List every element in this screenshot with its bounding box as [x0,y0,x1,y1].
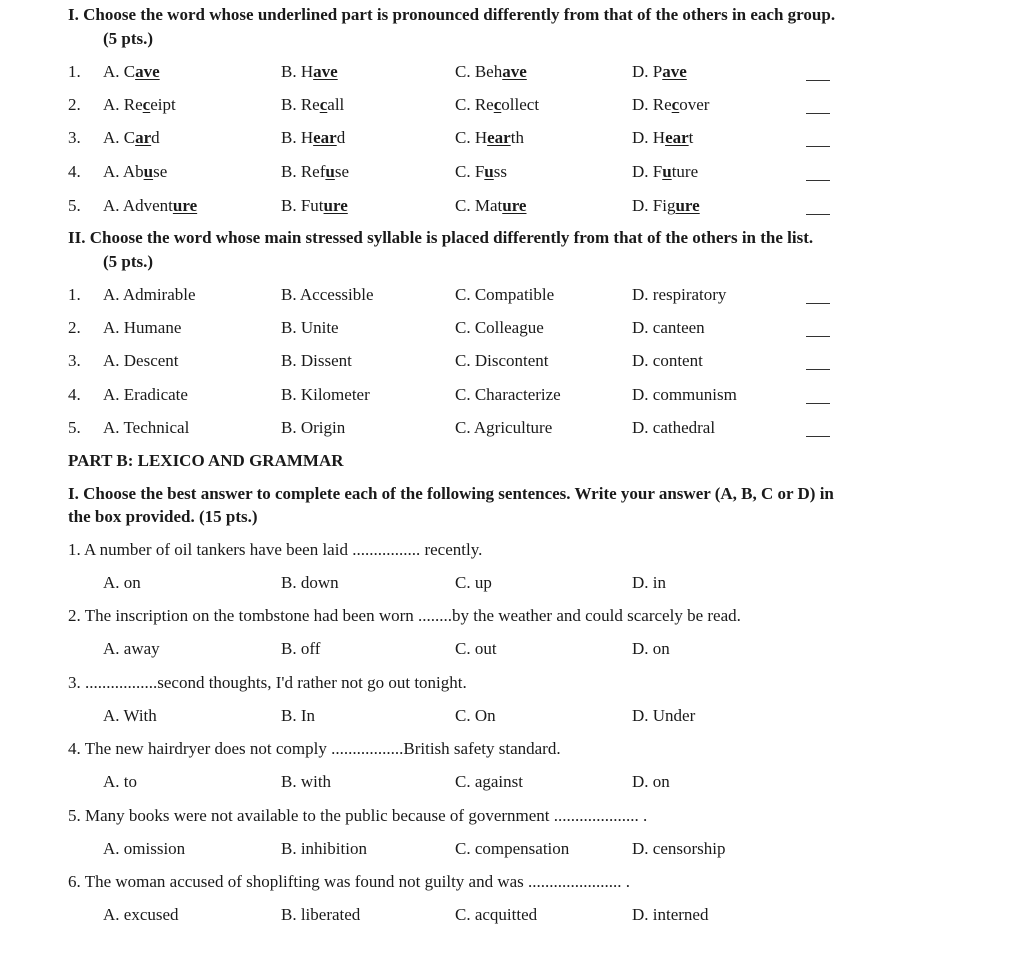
option-b: B. Kilometer [281,385,370,404]
word-part: ollect [501,95,540,114]
option-d [632,95,709,115]
option-c [455,128,524,148]
word-part: A. C [103,128,136,147]
word-part: D. H [632,128,666,147]
option-d [632,162,698,182]
word-part: C. F [455,162,485,181]
question-text: 3. .................second thoughts, I'd rather not go out tonight. [68,673,467,692]
word-part: A. Re [103,95,143,114]
word-part: all [327,95,345,114]
option-d[interactable]: D. censorship [632,839,726,858]
option-c [455,196,526,216]
question-text: 6. The woman accused of shoplifting was found not guilty and was ...................... . [68,872,631,891]
underlined-part: ave [313,62,338,81]
part-b-section-1-title: I. Choose the best answer to complete each of the following sentences. Write your answer (A, B, C or D) in [68,484,834,503]
option-d[interactable]: D. Under [632,706,696,725]
section-1-title: I. Choose the word whose underlined part is pronounced differently from that of the others in each group. [68,5,836,24]
word-part: B. Re [281,95,320,114]
word-part: D. F [632,162,663,181]
answer-blank[interactable] [806,368,830,370]
word-part: B. H [281,128,314,147]
option-a [103,95,176,115]
underlined-part: ar [135,128,152,147]
question-number: 1. [68,285,81,304]
answer-blank[interactable] [806,112,830,114]
option-a [103,128,160,148]
word-part: t [688,128,694,147]
option-a [103,196,197,216]
word-part: d [151,128,160,147]
question-number: 5. [68,418,81,437]
option-a: A. Humane [103,318,182,337]
question-text: 2. The inscription on the tombstone had been worn ........by the weather and could scarcely be read. [68,606,741,625]
underlined-part: ave [662,62,687,81]
question-number: 2. [68,95,81,114]
option-d[interactable]: D. interned [632,905,709,924]
option-c: C. Discontent [455,351,549,370]
option-a[interactable]: A. on [103,573,141,592]
underlined-part: u [325,162,335,181]
option-b: B. Origin [281,418,346,437]
word-part: se [153,162,168,181]
question-number: 4. [68,385,81,404]
question-number: 3. [68,351,81,370]
option-c [455,95,539,115]
question-number: 5. [68,196,81,215]
word-part: se [334,162,350,181]
answer-blank[interactable] [806,213,830,215]
option-d [632,128,693,148]
underlined-part: c [142,95,151,114]
word-part: C. Mat [455,196,503,215]
option-b[interactable]: B. off [281,639,321,658]
option-d [632,62,687,82]
underlined-part: ure [172,196,198,215]
option-b [281,62,338,82]
underlined-part: u [662,162,672,181]
underlined-part: c [671,95,680,114]
underlined-part: ear [313,128,337,147]
underlined-part: u [143,162,154,181]
word-part: C. Re [455,95,494,114]
word-part: B. Ref [281,162,326,181]
option-b[interactable]: B. down [281,573,339,592]
answer-blank[interactable] [806,79,830,81]
option-a [103,62,160,82]
option-a[interactable]: A. to [103,772,137,791]
option-c [455,162,507,182]
option-b [281,128,345,148]
word-part: A. Ab [103,162,144,181]
underlined-part: ure [675,196,700,215]
word-part: th [510,128,524,147]
word-part: ss [493,162,507,181]
word-part: B. Fut [281,196,324,215]
option-d: D. cathedral [632,418,716,437]
word-part: eipt [150,95,176,114]
underlined-part: c [493,95,502,114]
option-c[interactable]: C. against [455,772,523,791]
question-number: 3. [68,128,81,147]
option-b[interactable]: B. liberated [281,905,361,924]
answer-blank[interactable] [806,402,830,404]
option-d: D. respiratory [632,285,727,304]
word-part: C. H [455,128,488,147]
option-c[interactable]: C. On [455,706,496,725]
option-b [281,162,349,182]
option-d: D. communism [632,385,737,404]
option-b [281,196,348,216]
word-part: D. P [632,62,663,81]
option-c[interactable]: C. out [455,639,497,658]
answer-blank[interactable] [806,435,830,437]
option-c [455,62,527,82]
question-text: 5. Many books were not available to the public because of government .................... . [68,806,648,825]
option-c: C. Characterize [455,385,561,404]
option-a [103,162,167,182]
answer-blank[interactable] [806,302,830,304]
underlined-part: ure [502,196,527,215]
option-a: A. Technical [103,418,190,437]
word-part: D. Fig [632,196,676,215]
option-b: B. Dissent [281,351,352,370]
question-number: 1. [68,62,81,81]
option-d: D. content [632,351,703,370]
word-part: d [336,128,346,147]
question-number: 4. [68,162,81,181]
underlined-part: c [319,95,328,114]
option-d[interactable]: D. on [632,772,670,791]
underlined-part: ave [135,62,160,81]
option-a[interactable]: A. away [103,639,160,658]
word-part: A. Advent [103,196,173,215]
underlined-part: ear [487,128,511,147]
answer-blank[interactable] [806,179,830,181]
option-a: A. Descent [103,351,179,370]
option-d[interactable]: D. in [632,573,666,592]
word-part: D. Re [632,95,672,114]
option-a: A. Admirable [103,285,196,304]
option-b [281,95,344,115]
option-d[interactable]: D. on [632,639,670,658]
word-part: over [679,95,710,114]
word-part: C. Beh [455,62,503,81]
option-b: B. Accessible [281,285,374,304]
part-b-section-1-title-line2: the box provided. (15 pts.) [68,507,258,526]
option-a[interactable]: A. omission [103,839,186,858]
section-1-points: (5 pts.) [103,29,154,48]
option-d [632,196,700,216]
question-number: 2. [68,318,81,337]
word-part: B. H [281,62,314,81]
option-b: B. Unite [281,318,339,337]
option-a[interactable]: A. excused [103,905,179,924]
option-c[interactable]: C. compensation [455,839,570,858]
underlined-part: ear [665,128,689,147]
option-c: C. Compatible [455,285,555,304]
option-c[interactable]: C. up [455,573,492,592]
option-a[interactable]: A. With [103,706,157,725]
option-b[interactable]: B. In [281,706,315,725]
option-b[interactable]: B. with [281,772,332,791]
answer-blank[interactable] [806,335,830,337]
underlined-part: ure [323,196,348,215]
option-d: D. canteen [632,318,705,337]
question-text: 4. The new hairdryer does not comply .................British safety standard. [68,739,561,758]
question-text: 1. A number of oil tankers have been laid ................ recently. [68,540,483,559]
section-2-title: II. Choose the word whose main stressed syllable is placed differently from that of the others in the list. [68,228,814,247]
part-b-heading: PART B: LEXICO AND GRAMMAR [68,451,344,470]
word-part: ture [671,162,699,181]
word-part: A. C [103,62,136,81]
option-c: C. Agriculture [455,418,553,437]
section-2-points: (5 pts.) [103,252,154,271]
option-c: C. Colleague [455,318,544,337]
underlined-part: ave [502,62,527,81]
option-a: A. Eradicate [103,385,188,404]
option-b[interactable]: B. inhibition [281,839,367,858]
option-c[interactable]: C. acquitted [455,905,538,924]
answer-blank[interactable] [806,145,830,147]
underlined-part: u [484,162,494,181]
